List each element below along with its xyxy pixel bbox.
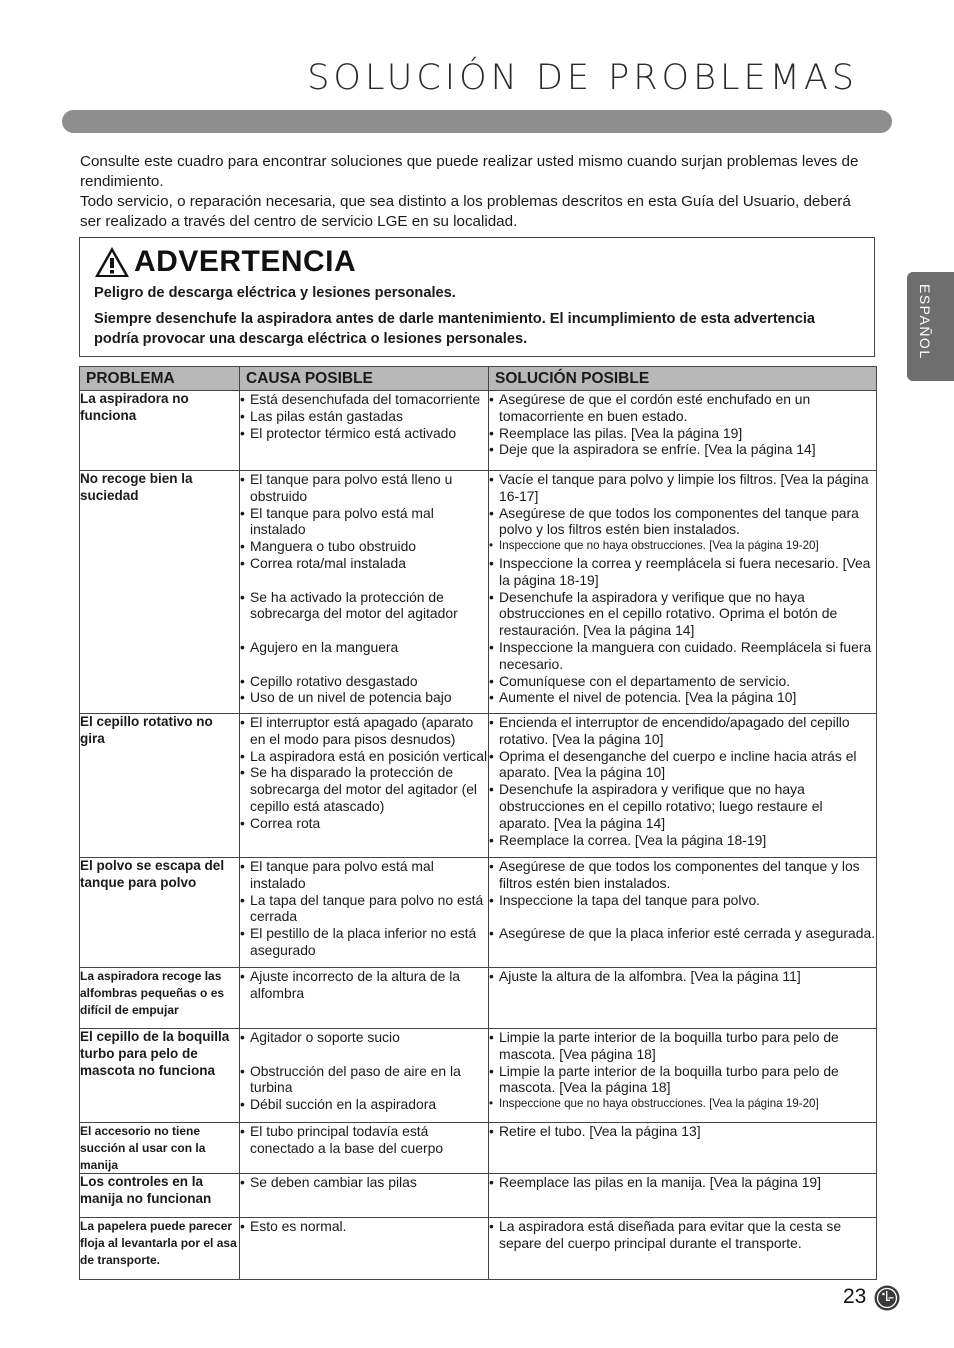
solution-item: • Reemplace la correa. [Vea la página 18-19] bbox=[489, 832, 876, 849]
page-number: 23 bbox=[843, 1285, 867, 1308]
cause-item: • El pestillo de la placa inferior no está asegurado bbox=[240, 925, 488, 959]
table-row bbox=[80, 391, 877, 471]
solution-item: • Comuníquese con el departamento de servicio. bbox=[489, 673, 876, 690]
solution-cell bbox=[489, 968, 877, 1029]
cause-item: • El tanque para polvo está mal instalado bbox=[240, 858, 488, 892]
table-row bbox=[80, 714, 877, 858]
problem-cell: No recoge bien la suciedad bbox=[80, 471, 240, 714]
cause-item: • El protector térmico está activado bbox=[240, 425, 488, 442]
cause-cell bbox=[240, 858, 489, 968]
solution-item: • Deje que la aspiradora se enfríe. [Vea la página 14] bbox=[489, 441, 876, 458]
solution-item: • Retire el tubo. [Vea la página 13] bbox=[489, 1123, 876, 1140]
problem-cell: La aspiradora recoge las alfombras pequeñas o es difícil de empujar bbox=[80, 968, 240, 1029]
warning-triangle-icon bbox=[94, 246, 130, 278]
cause-item: • La aspiradora está en posición vertical bbox=[240, 748, 488, 765]
solution-cell bbox=[489, 858, 877, 968]
table-row bbox=[80, 1123, 877, 1174]
solution-item: • Limpie la parte interior de la boquilla turbo para pelo de mascota. [Vea página 18] bbox=[489, 1029, 876, 1063]
solution-item: • Aumente el nivel de potencia. [Vea la página 10] bbox=[489, 689, 876, 706]
solution-item: • Inspeccione que no haya obstrucciones. [Vea la página 19-20] bbox=[489, 538, 876, 555]
cause-item: • Agujero en la manguera bbox=[240, 639, 488, 656]
header-cause: CAUSA POSIBLE bbox=[240, 367, 489, 391]
solution-cell bbox=[489, 714, 877, 858]
solution-item: • Desenchufe la aspiradora y verifique que no haya obstrucciones en el cepillo rotativo; luego restaure el aparato. [Vea la página 14] bbox=[489, 781, 876, 831]
cause-item: • El tanque para polvo está lleno u obstruido bbox=[240, 471, 488, 505]
solution-item: • Inspeccione la manguera con cuidado. Reemplácela si fuera necesario. bbox=[489, 639, 876, 673]
page-title: SOLUCIÓN DE PROBLEMAS bbox=[307, 58, 858, 98]
table-header-row bbox=[80, 367, 877, 391]
solution-item: • Inspeccione que no haya obstrucciones. [Vea la página 19-20] bbox=[489, 1096, 876, 1113]
cause-item: • Uso de un nivel de potencia bajo bbox=[240, 689, 488, 706]
cause-item: • El tanque para polvo está mal instalado bbox=[240, 505, 488, 539]
cause-cell bbox=[240, 1123, 489, 1174]
warning-header bbox=[94, 244, 356, 280]
solution-item: • Ajuste la altura de la alfombra. [Vea la página 11] bbox=[489, 968, 876, 985]
table-row bbox=[80, 471, 877, 714]
language-tab bbox=[907, 272, 954, 381]
solution-cell bbox=[489, 1123, 877, 1174]
solution-item: • La aspiradora está diseñada para evitar que la cesta se separe del cuerpo principal durante el transporte. bbox=[489, 1218, 876, 1252]
solution-cell bbox=[489, 471, 877, 714]
solution-cell bbox=[489, 1218, 877, 1280]
solution-cell bbox=[489, 1029, 877, 1123]
cause-cell bbox=[240, 714, 489, 858]
cause-item: • Manguera o tubo obstruido bbox=[240, 538, 488, 555]
troubleshooting-table bbox=[79, 366, 877, 1280]
cause-item: • Obstrucción del paso de aire en la turbina bbox=[240, 1063, 488, 1097]
cause-item: • Ajuste incorrecto de la altura de la alfombra bbox=[240, 968, 488, 1002]
cause-cell bbox=[240, 471, 489, 714]
solution-item: • Desenchufe la aspiradora y verifique que no haya obstrucciones en el cepillo rotativo. Oprima el botón de restauración. [Vea la página 14] bbox=[489, 589, 876, 639]
solution-item: • Inspeccione la tapa del tanque para polvo. bbox=[489, 892, 876, 909]
table-row bbox=[80, 1029, 877, 1123]
solution-item: • Asegúrese de que la placa inferior esté cerrada y asegurada. bbox=[489, 925, 876, 942]
warning-line-1: Peligro de descarga eléctrica y lesiones personales. bbox=[94, 285, 456, 301]
cause-item: • El interruptor está apagado (aparato en el modo para pisos desnudos) bbox=[240, 714, 488, 748]
solution-item: • Reemplace las pilas en la manija. [Vea la página 19] bbox=[489, 1174, 876, 1191]
table-row bbox=[80, 968, 877, 1029]
cause-item: • La tapa del tanque para polvo no está cerrada bbox=[240, 892, 488, 926]
title-bar bbox=[62, 110, 892, 133]
cause-item: • Está desenchufada del tomacorriente bbox=[240, 391, 488, 408]
cause-item: • El tubo principal todavía está conectado a la base del cuerpo bbox=[240, 1123, 488, 1157]
problem-cell: El cepillo de la boquilla turbo para pelo de mascota no funciona bbox=[80, 1029, 240, 1123]
problem-cell: El accesorio no tiene succión al usar con la manija bbox=[80, 1123, 240, 1174]
solution-cell bbox=[489, 1174, 877, 1218]
solution-item: • Vacíe el tanque para polvo y limpie los filtros. [Vea la página 16-17] bbox=[489, 471, 876, 505]
cause-cell bbox=[240, 391, 489, 471]
header-problem: PROBLEMA bbox=[80, 367, 240, 391]
problem-cell: La papelera puede parecer floja al levantarla por el asa de transporte. bbox=[80, 1218, 240, 1280]
cause-item: • Se ha activado la protección de sobrecarga del motor del agitador bbox=[240, 589, 488, 623]
cause-item: • Esto es normal. bbox=[240, 1218, 488, 1235]
cause-cell bbox=[240, 1174, 489, 1218]
language-tab-label: ESPAÑOL bbox=[917, 284, 933, 360]
problem-cell: La aspiradora no funciona bbox=[80, 391, 240, 471]
cause-item: • Las pilas están gastadas bbox=[240, 408, 488, 425]
solution-item: • Asegúrese de que el cordón esté enchufado en un tomacorriente en buen estado. bbox=[489, 391, 876, 425]
intro-text bbox=[80, 152, 876, 232]
cause-item: • Agitador o soporte sucio bbox=[240, 1029, 488, 1046]
warning-title: ADVERTENCIA bbox=[134, 245, 357, 278]
cause-item: • Cepillo rotativo desgastado bbox=[240, 673, 488, 690]
cause-item: • Se deben cambiar las pilas bbox=[240, 1174, 488, 1191]
intro-paragraph-2: Todo servicio, o reparación necesaria, que sea distinto a los problemas descritos en esta Guía del Usuario, deberá ser realizado a través del centro de servicio LGE en su localidad. bbox=[80, 193, 851, 230]
lg-logo-icon bbox=[874, 1285, 900, 1311]
cause-cell bbox=[240, 968, 489, 1029]
header-solution: SOLUCIÓN POSIBLE bbox=[489, 367, 877, 391]
problem-cell: El cepillo rotativo no gira bbox=[80, 714, 240, 858]
solution-item: • Reemplace las pilas. [Vea la página 19] bbox=[489, 425, 876, 442]
cause-item: • Correa rota bbox=[240, 815, 488, 832]
cause-cell bbox=[240, 1029, 489, 1123]
table-row bbox=[80, 1174, 877, 1218]
solution-item: • Encienda el interruptor de encendido/apagado del cepillo rotativo. [Vea la página 10] bbox=[489, 714, 876, 748]
cause-item: • Débil succión en la aspiradora bbox=[240, 1096, 488, 1113]
solution-item: • Oprima el desenganche del cuerpo e incline hacia atrás el aparato. [Vea la página 10] bbox=[489, 748, 876, 782]
problem-cell: Los controles en la manija no funcionan bbox=[80, 1174, 240, 1218]
problem-cell: El polvo se escapa del tanque para polvo bbox=[80, 858, 240, 968]
cause-item: • Correa rota/mal instalada bbox=[240, 555, 488, 572]
solution-cell bbox=[489, 391, 877, 471]
intro-paragraph-1: Consulte este cuadro para encontrar soluciones que puede realizar usted mismo cuando surjan problemas leves de rendimiento. bbox=[80, 153, 859, 190]
table-row bbox=[80, 858, 877, 968]
cause-item: • Se ha disparado la protección de sobrecarga del motor del agitador (el cepillo está atascado) bbox=[240, 764, 488, 814]
solution-item: • Asegúrese de que todos los componentes del tanque y los filtros estén bien instalados. bbox=[489, 858, 876, 892]
warning-line-2: Siempre desenchufe la aspiradora antes de darle mantenimiento. El incumplimiento de esta advertencia podría provocar una descarga eléctrica o lesiones personales. bbox=[94, 311, 816, 347]
solution-item: • Limpie la parte interior de la boquilla turbo para pelo de mascota. [Vea la página 18] bbox=[489, 1063, 876, 1097]
solution-item: • Inspeccione la correa y reemplácela si fuera necesario. [Vea la página 18-19] bbox=[489, 555, 876, 589]
cause-cell bbox=[240, 1218, 489, 1280]
solution-item: • Asegúrese de que todos los componentes del tanque para polvo y los filtros estén bien instalados. bbox=[489, 505, 876, 539]
table-row bbox=[80, 1218, 877, 1280]
warning-box bbox=[79, 237, 875, 357]
